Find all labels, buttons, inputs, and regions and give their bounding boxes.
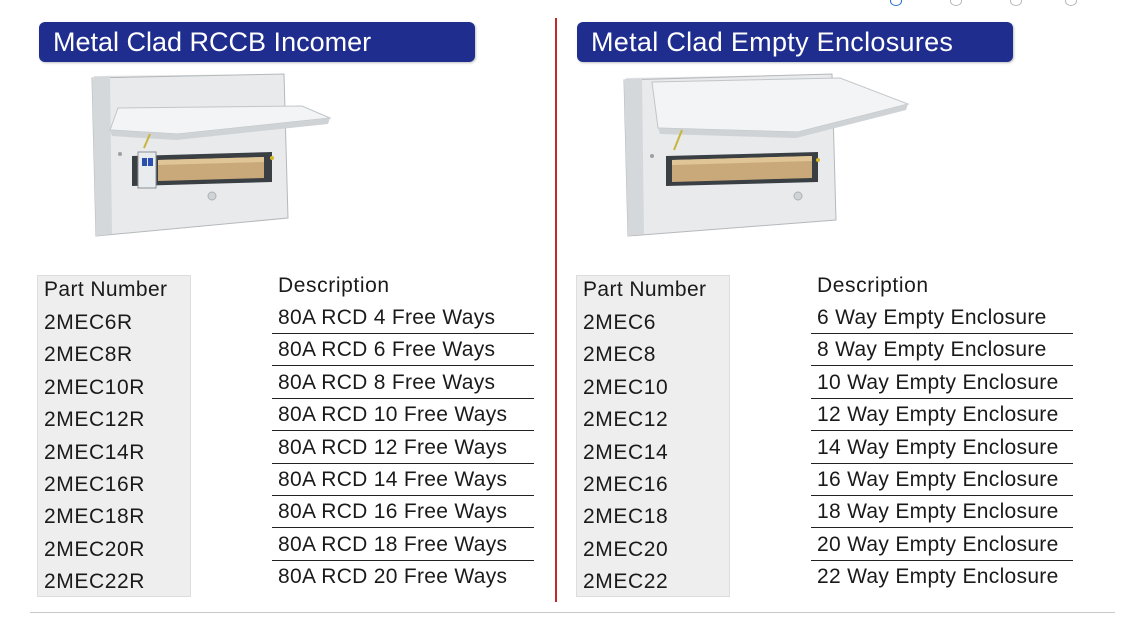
table-row	[44, 532, 534, 564]
part-number-cell: 2MEC18	[583, 505, 669, 529]
table-row	[44, 337, 534, 369]
description-cell: 80A RCD 20 Free Ways	[278, 565, 508, 589]
description-cell: 80A RCD 18 Free Ways	[278, 532, 508, 556]
part-number-cell: 2MEC14	[583, 440, 669, 464]
row-divider	[811, 495, 1073, 496]
part-number-cell: 2MEC22R	[44, 570, 146, 594]
description-cell: 80A RCD 12 Free Ways	[278, 435, 508, 459]
table-row	[583, 532, 1073, 564]
section-divider	[555, 18, 557, 602]
row-divider	[811, 527, 1073, 528]
description-cell: 14 Way Empty Enclosure	[817, 435, 1059, 459]
empty-enclosures-section	[560, 0, 1140, 618]
description-cell: 80A RCD 6 Free Ways	[278, 338, 496, 362]
description-cell: 10 Way Empty Enclosure	[817, 370, 1059, 394]
table-row	[583, 402, 1073, 434]
description-cell: 80A RCD 16 Free Ways	[278, 500, 508, 524]
description-header: Description	[278, 274, 390, 297]
table-row	[44, 499, 534, 531]
part-number-cell: 2MEC22	[583, 570, 669, 594]
enclosure-part-table	[583, 273, 1073, 597]
description-cell: 6 Way Empty Enclosure	[817, 306, 1047, 329]
description-header: Description	[817, 274, 929, 297]
part-number-header: Part Number	[44, 278, 168, 301]
description-cell: 20 Way Empty Enclosure	[817, 532, 1059, 556]
row-divider	[811, 430, 1073, 431]
row-divider	[811, 463, 1073, 464]
row-divider	[272, 333, 534, 334]
rccb-part-table	[44, 273, 534, 597]
table-row	[44, 564, 534, 596]
part-number-cell: 2MEC20R	[44, 537, 146, 561]
description-cell: 80A RCD 10 Free Ways	[278, 403, 508, 427]
table-row	[583, 337, 1073, 369]
description-cell: 18 Way Empty Enclosure	[817, 500, 1059, 524]
part-number-cell: 2MEC6R	[44, 311, 133, 334]
rccb-incomer-section	[0, 0, 556, 618]
part-number-cell: 2MEC12	[583, 408, 669, 432]
table-row	[583, 370, 1073, 402]
part-number-cell: 2MEC18R	[44, 505, 146, 529]
part-number-cell: 2MEC6	[583, 311, 657, 334]
row-divider	[811, 560, 1073, 561]
part-number-cell: 2MEC10	[583, 375, 669, 399]
section-title: Metal Clad Empty Enclosures	[577, 22, 1013, 62]
table-row	[583, 305, 1073, 337]
section-title: Metal Clad RCCB Incomer	[39, 22, 475, 62]
part-number-cell: 2MEC10R	[44, 375, 146, 399]
table-row	[583, 435, 1073, 467]
table-header	[583, 273, 1073, 305]
row-divider	[272, 527, 534, 528]
row-divider	[272, 463, 534, 464]
description-cell: 80A RCD 8 Free Ways	[278, 370, 496, 394]
description-cell: 22 Way Empty Enclosure	[817, 565, 1059, 589]
empty-enclosure-image	[618, 70, 916, 240]
description-cell: 12 Way Empty Enclosure	[817, 403, 1059, 427]
part-number-cell: 2MEC16R	[44, 472, 146, 496]
table-row	[44, 402, 534, 434]
part-number-cell: 2MEC12R	[44, 408, 146, 432]
rccb-enclosure-image	[88, 68, 338, 240]
part-number-cell: 2MEC16	[583, 472, 669, 496]
description-cell: 80A RCD 14 Free Ways	[278, 467, 508, 491]
bottom-rule	[30, 612, 1115, 613]
table-row	[583, 499, 1073, 531]
description-cell: 80A RCD 4 Free Ways	[278, 306, 496, 329]
row-divider	[811, 333, 1073, 334]
table-row	[44, 467, 534, 499]
table-row	[44, 435, 534, 467]
table-row	[44, 370, 534, 402]
part-number-cell: 2MEC20	[583, 537, 669, 561]
part-number-cell: 2MEC8R	[44, 343, 133, 367]
table-header	[44, 273, 534, 305]
description-cell: 16 Way Empty Enclosure	[817, 467, 1059, 491]
row-divider	[272, 495, 534, 496]
table-row	[583, 564, 1073, 596]
part-number-cell: 2MEC14R	[44, 440, 146, 464]
row-divider	[272, 398, 534, 399]
table-row	[44, 305, 534, 337]
row-divider	[811, 365, 1073, 366]
table-row	[583, 467, 1073, 499]
row-divider	[811, 398, 1073, 399]
part-number-cell: 2MEC8	[583, 343, 657, 367]
row-divider	[272, 430, 534, 431]
part-number-header: Part Number	[583, 278, 707, 301]
row-divider	[272, 365, 534, 366]
row-divider	[272, 560, 534, 561]
description-cell: 8 Way Empty Enclosure	[817, 338, 1047, 362]
